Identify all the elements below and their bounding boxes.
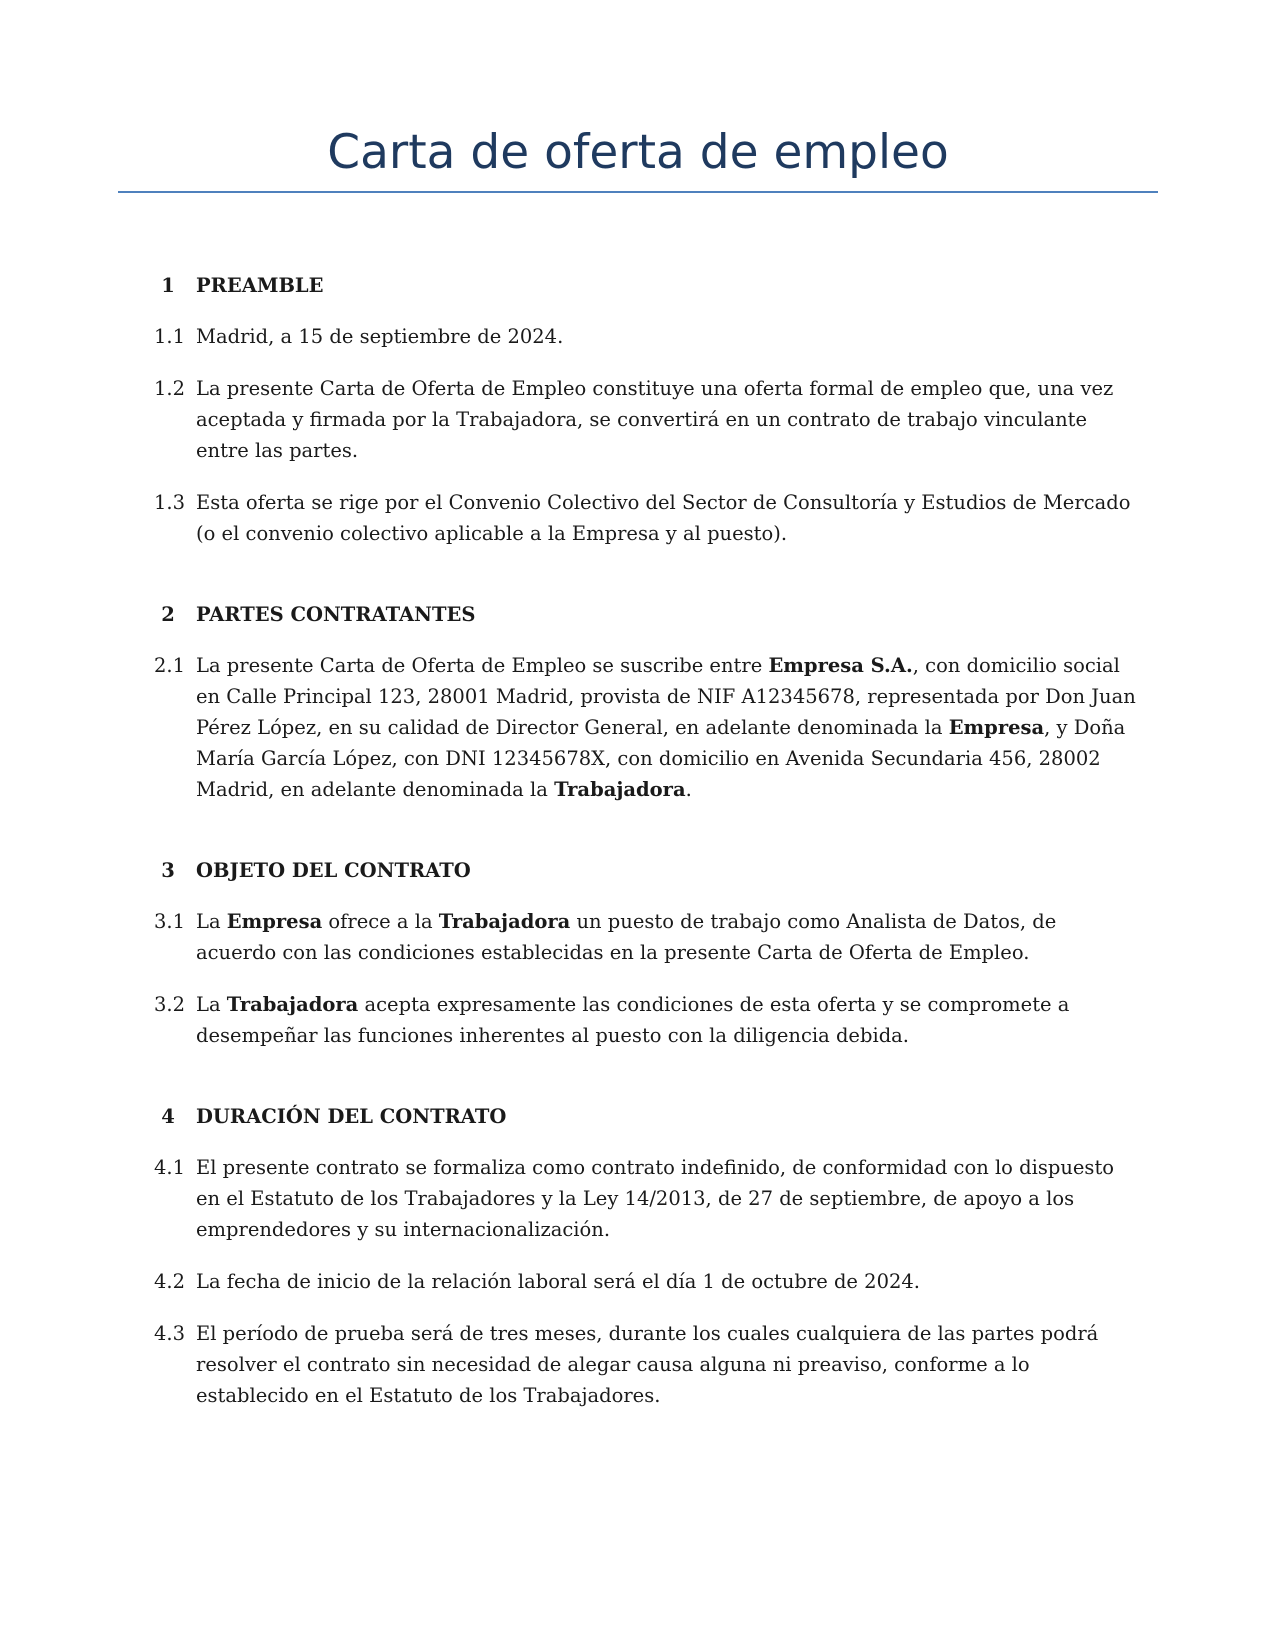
clause-text-segment: La bbox=[196, 910, 227, 933]
clause-text-segment: un puesto de trabajo como Analista de Datos, de acuerdo con las condiciones establecidas en la presente Carta de Oferta de Empleo. bbox=[196, 910, 1057, 964]
clause-text-segment: La presente Carta de Oferta de Empleo se suscribe entre bbox=[196, 654, 769, 677]
clause-text-segment: El presente contrato se formaliza como contrato indefinido, de conformidad con lo dispuesto en el Estatuto de los Trabajadores y la Ley 14/2013, de 27 de septiembre, de apoyo a los emprendedores y su internacionalización. bbox=[196, 1156, 1115, 1241]
clause-text bbox=[196, 321, 1140, 352]
clause bbox=[140, 1266, 1140, 1297]
clause-number: 3.2 bbox=[154, 993, 186, 1016]
clause bbox=[140, 373, 1140, 466]
defined-term: Empresa bbox=[226, 910, 323, 933]
clause-text-segment: La fecha de inicio de la relación laboral será el día 1 de octubre de 2024. bbox=[196, 1270, 920, 1293]
clause-number: 1.1 bbox=[154, 325, 186, 348]
section-title: PREAMBLE bbox=[196, 274, 324, 297]
clause-text-segment: Esta oferta se rige por el Convenio Colectivo del Sector de Consultoría y Estudios de Mercado (o el convenio colectivo aplicable a la Empresa y al puesto). bbox=[196, 491, 1131, 545]
clause bbox=[140, 906, 1140, 968]
clause-text bbox=[196, 373, 1140, 466]
clause-number: 4.3 bbox=[154, 1322, 186, 1345]
section-1 bbox=[140, 270, 1140, 549]
clause-number: 4.2 bbox=[154, 1270, 186, 1293]
clause bbox=[140, 989, 1140, 1051]
clause-text-segment: . bbox=[685, 778, 692, 801]
clause bbox=[140, 487, 1140, 549]
section-4 bbox=[140, 1101, 1140, 1411]
defined-term: Trabajadora bbox=[226, 993, 359, 1016]
section-title: DURACIÓN DEL CONTRATO bbox=[196, 1105, 507, 1128]
defined-term: Trabajadora bbox=[438, 910, 571, 933]
defined-term: Trabajadora bbox=[554, 778, 686, 801]
section-heading bbox=[140, 1101, 1140, 1132]
clause-text bbox=[196, 989, 1140, 1051]
clause-text bbox=[196, 906, 1140, 968]
clause-text-segment: ofrece a la bbox=[322, 910, 439, 933]
section-number: 3 bbox=[161, 859, 175, 882]
clause bbox=[140, 650, 1140, 805]
defined-term: Empresa bbox=[948, 716, 1045, 739]
section-number: 2 bbox=[161, 603, 175, 626]
defined-term: Empresa S.A. bbox=[768, 654, 913, 677]
clause bbox=[140, 1152, 1140, 1245]
clause-number: 2.1 bbox=[154, 654, 186, 677]
clause-text-segment: Madrid, a 15 de septiembre de 2024. bbox=[196, 325, 564, 348]
clause bbox=[140, 321, 1140, 352]
section-title: OBJETO DEL CONTRATO bbox=[196, 859, 471, 882]
clause-text bbox=[196, 1266, 1140, 1297]
section-heading bbox=[140, 599, 1140, 630]
clause-text-segment: El período de prueba será de tres meses, durante los cuales cualquiera de las partes podrá resolver el contrato sin necesidad de alegar causa alguna ni preaviso, conforme a lo establecido en el Estatuto de los Trabajadores. bbox=[196, 1322, 1099, 1407]
section-heading bbox=[140, 270, 1140, 301]
section-2 bbox=[140, 599, 1140, 805]
clause bbox=[140, 1318, 1140, 1411]
section-number: 4 bbox=[161, 1105, 175, 1128]
clause-number: 1.3 bbox=[154, 491, 186, 514]
clause-number: 3.1 bbox=[154, 910, 186, 933]
clause-text-segment: , con domicilio social en Calle Principal 123, 28001 Madrid, provista de NIF A12345678, representada por Don Juan Pérez López, en su calidad de Director General, en adelante denominada la bbox=[196, 654, 1136, 739]
document-body bbox=[140, 270, 1140, 1411]
clause-text bbox=[196, 1152, 1140, 1245]
clause-text bbox=[196, 650, 1140, 805]
title-underline bbox=[118, 191, 1158, 193]
section-title: PARTES CONTRATANTES bbox=[196, 603, 476, 626]
clause-number: 4.1 bbox=[154, 1156, 186, 1179]
document-title: Carta de oferta de empleo bbox=[327, 125, 949, 180]
clause-text-segment: La bbox=[196, 993, 227, 1016]
clause-text-segment: La presente Carta de Oferta de Empleo constituye una oferta formal de empleo que, una vez aceptada y firmada por la Trabajadora, se convertirá en un contrato de trabajo vinculante entre las partes. bbox=[196, 377, 1114, 462]
clause-text bbox=[196, 1318, 1140, 1411]
section-number: 1 bbox=[161, 274, 175, 297]
section-heading bbox=[140, 855, 1140, 886]
clause-text bbox=[196, 487, 1140, 549]
clause-text-segment: acepta expresamente las condiciones de esta oferta y se compromete a desempeñar las funciones inherentes al puesto con la diligencia debida. bbox=[196, 993, 1070, 1047]
clause-text-segment: , y Doña María García López, con DNI 12345678X, con domicilio en Avenida Secundaria 456, 28002 Madrid, en adelante denominada la bbox=[196, 716, 1126, 801]
section-3 bbox=[140, 855, 1140, 1051]
clause-number: 1.2 bbox=[154, 377, 186, 400]
